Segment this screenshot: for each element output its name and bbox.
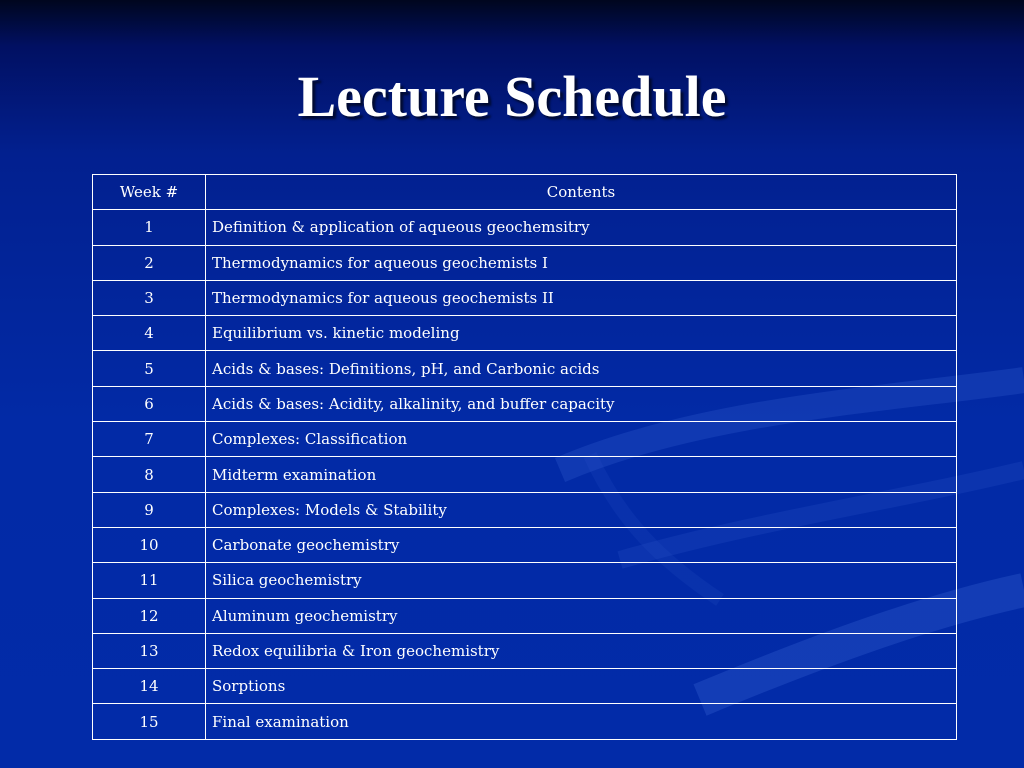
- week-cell: 3: [93, 280, 206, 315]
- week-cell: 15: [93, 704, 206, 739]
- table-row: [93, 704, 957, 739]
- week-cell: 2: [93, 245, 206, 280]
- table-row: [93, 563, 957, 598]
- lecture-schedule-table: [92, 174, 957, 740]
- contents-cell: Acids & bases: Acidity, alkalinity, and buffer capacity: [206, 386, 957, 421]
- week-cell: 9: [93, 492, 206, 527]
- table-row: [93, 598, 957, 633]
- week-cell: 4: [93, 316, 206, 351]
- table-row: [93, 351, 957, 386]
- table-row: [93, 527, 957, 562]
- week-cell: 5: [93, 351, 206, 386]
- table-row: [93, 422, 957, 457]
- contents-cell: Acids & bases: Definitions, pH, and Carbonic acids: [206, 351, 957, 386]
- table-row: [93, 316, 957, 351]
- week-cell: 1: [93, 210, 206, 245]
- contents-cell: Carbonate geochemistry: [206, 527, 957, 562]
- contents-cell: Complexes: Models & Stability: [206, 492, 957, 527]
- contents-cell: Thermodynamics for aqueous geochemists II: [206, 280, 957, 315]
- table-header-row: [93, 175, 957, 210]
- contents-cell: Silica geochemistry: [206, 563, 957, 598]
- header-week: Week #: [93, 175, 206, 210]
- table-row: [93, 669, 957, 704]
- table-row: [93, 457, 957, 492]
- table-row: [93, 492, 957, 527]
- table-row: [93, 386, 957, 421]
- contents-cell: Sorptions: [206, 669, 957, 704]
- week-cell: 14: [93, 669, 206, 704]
- slide-title: Lecture Schedule: [297, 64, 727, 129]
- contents-cell: Redox equilibria & Iron geochemistry: [206, 633, 957, 668]
- table-row: [93, 633, 957, 668]
- week-cell: 12: [93, 598, 206, 633]
- week-cell: 7: [93, 422, 206, 457]
- week-cell: 13: [93, 633, 206, 668]
- week-cell: 11: [93, 563, 206, 598]
- contents-cell: Final examination: [206, 704, 957, 739]
- table-row: [93, 245, 957, 280]
- contents-cell: Midterm examination: [206, 457, 957, 492]
- contents-cell: Equilibrium vs. kinetic modeling: [206, 316, 957, 351]
- week-cell: 10: [93, 527, 206, 562]
- week-cell: 8: [93, 457, 206, 492]
- contents-cell: Thermodynamics for aqueous geochemists I: [206, 245, 957, 280]
- week-cell: 6: [93, 386, 206, 421]
- header-contents: Contents: [206, 175, 957, 210]
- contents-cell: Complexes: Classification: [206, 422, 957, 457]
- table-row: [93, 280, 957, 315]
- contents-cell: Definition & application of aqueous geochemsitry: [206, 210, 957, 245]
- table-row: [93, 210, 957, 245]
- contents-cell: Aluminum geochemistry: [206, 598, 957, 633]
